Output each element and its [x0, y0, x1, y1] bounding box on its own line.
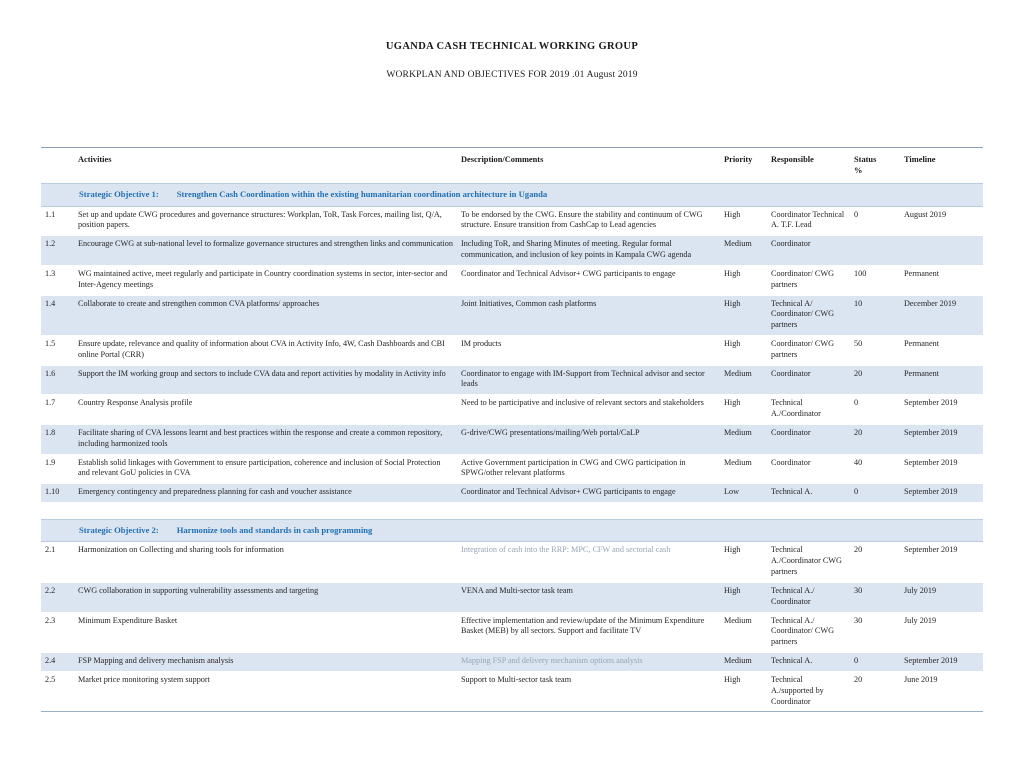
row-description: To be endorsed by the CWG. Ensure the stability and continuum of CWG structure. Ensure transition from CashCap to Lead agencies [457, 206, 720, 236]
workplan-table-container [41, 147, 983, 712]
row-priority: High [720, 542, 767, 582]
row-responsible: Coordinator [767, 365, 850, 395]
row-activities: Harmonization on Collecting and sharing tools for information [74, 542, 457, 582]
row-timeline: July 2019 [900, 582, 983, 612]
column-header-responsible: Responsible [771, 155, 814, 164]
row-responsible: Coordinator Technical A. T.F. Lead [767, 206, 850, 236]
row-activities: WG maintained active, meet regularly and participate in Country coordination systems in sector, inter-sector and Inter-Agency meetings [74, 265, 457, 295]
row-status: 100 [850, 265, 900, 295]
strategic-objective-cell [41, 184, 983, 206]
row-responsible: Technical A/ Coordinator/ CWG partners [767, 295, 850, 335]
row-description: Coordinator to engage with IM-Support from Technical advisor and sector leads [457, 365, 720, 395]
row-priority: High [720, 335, 767, 365]
row-status: 40 [850, 454, 900, 484]
row-description: Joint Initiatives, Common cash platforms [457, 295, 720, 335]
row-number: 2.3 [41, 612, 74, 652]
row-activities: Ensure update, relevance and quality of information about CVA in Activity Info, 4W, Cash Dashboards and CBI online Portal (CRR) [74, 335, 457, 365]
table-row [41, 542, 983, 582]
row-priority: Medium [720, 612, 767, 652]
column-header-description: Description/Comments [461, 155, 544, 164]
column-header-status-label: Status [854, 155, 877, 164]
row-status: 0 [850, 484, 900, 503]
column-header-number [41, 148, 74, 184]
row-status: 0 [850, 395, 900, 425]
row-number: 2.5 [41, 671, 74, 711]
row-number: 2.4 [41, 653, 74, 672]
row-timeline: Permanent [900, 335, 983, 365]
row-responsible: Technical A./ Coordinator [767, 582, 850, 612]
row-activities: Establish solid linkages with Government to ensure participation, coherence and inclusion of Social Protection and relevant GoU policies in CVA [74, 454, 457, 484]
table-row [41, 484, 983, 503]
row-responsible: Coordinator [767, 236, 850, 266]
row-description: IM products [457, 335, 720, 365]
row-description: Coordinator and Technical Advisor+ CWG participants to engage [457, 265, 720, 295]
strategic-objective-text: Harmonize tools and standards in cash programming [176, 525, 373, 536]
table-row [41, 206, 983, 236]
row-description: Including ToR, and Sharing Minutes of meeting. Regular formal communication, and inclusion of key points in Kampala CWG agenda [457, 236, 720, 266]
strategic-objective-label: Strategic Objective 1: [79, 189, 159, 200]
row-priority: High [720, 295, 767, 335]
row-description: Mapping FSP and delivery mechanism options analysis [457, 653, 720, 672]
row-responsible: Technical A./Coordinator [767, 395, 850, 425]
row-responsible: Coordinator [767, 454, 850, 484]
strategic-objective-label: Strategic Objective 2: [79, 525, 159, 536]
row-activities: Encourage CWG at sub-national level to formalize governance structures and strengthen links and communication [74, 236, 457, 266]
row-activities: Market price monitoring system support [74, 671, 457, 711]
row-activities: Collaborate to create and strengthen common CVA platforms/ approaches [74, 295, 457, 335]
row-responsible: Coordinator [767, 424, 850, 454]
row-description: Support to Multi-sector task team [457, 671, 720, 711]
row-priority: Low [720, 484, 767, 503]
row-status: 20 [850, 424, 900, 454]
row-responsible: Technical A./ Coordinator/ CWG partners [767, 612, 850, 652]
row-status: 0 [850, 653, 900, 672]
row-timeline [900, 236, 983, 266]
row-timeline: July 2019 [900, 612, 983, 652]
table-row [41, 335, 983, 365]
row-number: 1.6 [41, 365, 74, 395]
workplan-table [41, 147, 983, 712]
row-number: 1.7 [41, 395, 74, 425]
row-description: VENA and Multi-sector task team [457, 582, 720, 612]
row-priority: High [720, 206, 767, 236]
row-priority: Medium [720, 454, 767, 484]
row-description: Active Government participation in CWG and CWG participation in SPWG/other relevant platforms [457, 454, 720, 484]
row-description: Need to be participative and inclusive of relevant sectors and stakeholders [457, 395, 720, 425]
row-timeline: Permanent [900, 365, 983, 395]
row-priority: High [720, 265, 767, 295]
row-activities: Emergency contingency and preparedness planning for cash and voucher assistance [74, 484, 457, 503]
row-activities: Minimum Expenditure Basket [74, 612, 457, 652]
row-priority: High [720, 671, 767, 711]
row-timeline: September 2019 [900, 454, 983, 484]
column-header-timeline: Timeline [904, 155, 936, 164]
row-timeline: December 2019 [900, 295, 983, 335]
page-subtitle: WORKPLAN AND OBJECTIVES FOR 2019 .01 August 2019 [386, 70, 638, 80]
strategic-objective-text: Strengthen Cash Coordination within the existing humanitarian coordination architecture in Uganda [176, 189, 548, 200]
row-number: 1.2 [41, 236, 74, 266]
row-status [850, 236, 900, 266]
row-status: 0 [850, 206, 900, 236]
row-priority: High [720, 582, 767, 612]
strategic-objective-band [41, 520, 983, 542]
row-description: Effective implementation and review/update of the Minimum Expenditure Basket (MEB) by all sectors. Support and facilitate TV [457, 612, 720, 652]
row-activities: CWG collaboration in supporting vulnerability assessments and targeting [74, 582, 457, 612]
row-responsible: Technical A. [767, 653, 850, 672]
table-row [41, 295, 983, 335]
row-priority: Medium [720, 424, 767, 454]
row-number: 1.10 [41, 484, 74, 503]
row-activities: Set up and update CWG procedures and governance structures: Workplan, ToR, Task Forces, mailing list, Q/A, position papers. [74, 206, 457, 236]
row-timeline: September 2019 [900, 542, 983, 582]
table-row [41, 265, 983, 295]
table-row [41, 365, 983, 395]
page-title: UGANDA CASH TECHNICAL WORKING GROUP [385, 41, 639, 52]
row-timeline: September 2019 [900, 395, 983, 425]
strategic-objective-band [41, 184, 983, 206]
row-timeline: September 2019 [900, 424, 983, 454]
section-spacer-cell [41, 503, 983, 520]
table-row [41, 612, 983, 652]
row-activities: Facilitate sharing of CVA lessons learnt and best practices within the response and create a common repository, including harmonized tools [74, 424, 457, 454]
row-status: 20 [850, 671, 900, 711]
row-priority: High [720, 395, 767, 425]
row-priority: Medium [720, 653, 767, 672]
table-body [41, 184, 983, 712]
column-header-status-unit: % [854, 166, 863, 176]
table-row [41, 236, 983, 266]
row-description: Integration of cash into the RRP: MPC, CFW and sectorial cash [457, 542, 720, 582]
column-header-activities: Activities [78, 155, 112, 164]
row-number: 1.5 [41, 335, 74, 365]
table-row [41, 653, 983, 672]
table-header [41, 148, 983, 184]
row-timeline: August 2019 [900, 206, 983, 236]
row-number: 1.4 [41, 295, 74, 335]
document-page [0, 41, 1024, 765]
row-activities: Country Response Analysis profile [74, 395, 457, 425]
row-responsible: Technical A./Coordinator CWG partners [767, 542, 850, 582]
column-header-status [850, 148, 900, 184]
row-timeline: September 2019 [900, 653, 983, 672]
row-status: 10 [850, 295, 900, 335]
table-header-row [41, 148, 983, 184]
row-responsible: Technical A. [767, 484, 850, 503]
row-status: 50 [850, 335, 900, 365]
strategic-objective-inner [45, 189, 979, 200]
table-row [41, 671, 983, 711]
row-description: Coordinator and Technical Advisor+ CWG participants to engage [457, 484, 720, 503]
row-number: 1.8 [41, 424, 74, 454]
row-priority: Medium [720, 365, 767, 395]
table-row [41, 424, 983, 454]
row-status: 20 [850, 365, 900, 395]
section-spacer [41, 503, 983, 520]
table-row [41, 454, 983, 484]
row-activities: FSP Mapping and delivery mechanism analysis [74, 653, 457, 672]
row-description: G-drive/CWG presentations/mailing/Web portal/CaLP [457, 424, 720, 454]
row-number: 1.9 [41, 454, 74, 484]
row-responsible: Technical A./supported by Coordinator [767, 671, 850, 711]
row-timeline: Permanent [900, 265, 983, 295]
row-priority: Medium [720, 236, 767, 266]
column-header-priority: Priority [724, 155, 753, 164]
table-row [41, 395, 983, 425]
table-row [41, 582, 983, 612]
row-activities: Support the IM working group and sectors to include CVA data and report activities by modality in Activity info [74, 365, 457, 395]
row-number: 1.1 [41, 206, 74, 236]
row-timeline: September 2019 [900, 484, 983, 503]
row-status: 30 [850, 612, 900, 652]
row-number: 2.2 [41, 582, 74, 612]
row-responsible: Coordinator/ CWG partners [767, 335, 850, 365]
row-number: 2.1 [41, 542, 74, 582]
row-responsible: Coordinator/ CWG partners [767, 265, 850, 295]
row-status: 30 [850, 582, 900, 612]
row-status: 20 [850, 542, 900, 582]
row-timeline: June 2019 [900, 671, 983, 711]
row-number: 1.3 [41, 265, 74, 295]
strategic-objective-cell [41, 520, 983, 542]
strategic-objective-inner [45, 525, 979, 536]
